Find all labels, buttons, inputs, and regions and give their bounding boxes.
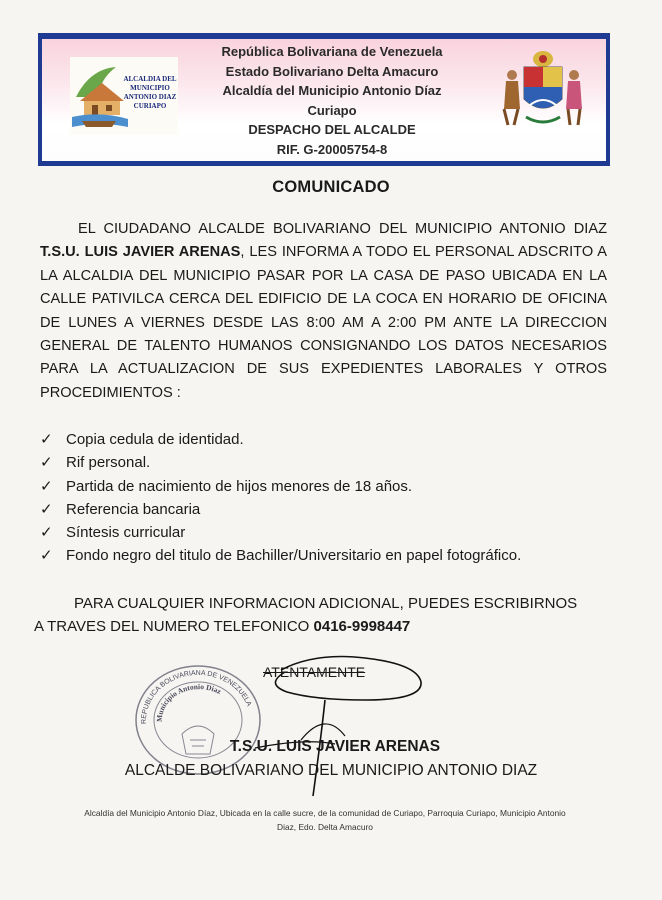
footer-address — [30, 806, 620, 834]
list-item-label: Rif personal. — [66, 454, 151, 472]
closing-salutation: ATENTAMENTE — [263, 664, 366, 680]
list-item-label: Fondo negro del titulo de Bachiller/Universitario en papel fotográfico. — [66, 547, 522, 565]
header-line: Curiapo — [307, 102, 357, 118]
list-item — [40, 544, 620, 567]
contact-info — [34, 592, 614, 638]
letterhead — [38, 33, 610, 166]
svg-text:ANTONIO DIAZ: ANTONIO DIAZ — [123, 93, 177, 101]
list-item — [40, 428, 620, 451]
requirements-list — [40, 428, 620, 568]
list-item — [40, 498, 620, 521]
letterhead-text — [192, 42, 472, 159]
signer-title: ALCALDE BOLIVARIANO DEL MUNICIPIO ANTONIO DIAZ — [124, 762, 538, 779]
svg-text:MUNICIPIO: MUNICIPIO — [130, 84, 170, 92]
body-paragraph — [40, 218, 607, 405]
check-icon: ✓ — [40, 524, 53, 542]
header-line: Alcaldía del Municipio Antonio Díaz — [222, 83, 442, 98]
list-item-label: Copia cedula de identidad. — [66, 431, 244, 448]
contact-line-prefix: A TRAVES DEL NUMERO TELEFONICO — [34, 618, 314, 635]
list-item — [40, 521, 620, 544]
body-text-rest: , LES INFORMA A TODO EL PERSONAL ADSCRITO A LA ALCALDIA DEL MUNICIPIO PASAR POR LA CASA DE PASO UBICADA EN LA CALLE PATIVILCA CERCA DEL EDIFICIO DE LA COCA EN HORARIO DE OFICINA DE LUNES A VIERNES DESDE LAS 8:00 AM A 2:00 PM ANTE LA DIRECCION GENERAL DE TALENTO HUMANOS CONSIGNANDO LOS DATOS NECESARIOS PARA LA ACTUALIZACION DE SUS EXPEDIENTES LABORALES Y OTROS PROCEDIMIENTOS : — [40, 244, 608, 401]
header-line: República Bolivariana de Venezuela — [221, 44, 443, 59]
header-line: Estado Bolivariano Delta Amacuro — [225, 63, 439, 79]
document-title: COMUNICADO — [272, 178, 390, 196]
body-text-start: EL CIUDADANO ALCALDE BOLIVARIANO DEL MUNICIPIO ANTONIO DIAZ — [78, 221, 607, 237]
svg-text:Municipio Antonio Diaz: Municipio Antonio Diaz — [154, 682, 223, 723]
footer-line: Alcaldía del Municipio Antonio Díaz, Ubicada en la calle sucre, de la comunidad de Curiapo, Parroquia Curiapo, Municipio Antonio — [84, 808, 566, 818]
alcaldia-logo — [70, 57, 178, 135]
header-line: RIF. G-20005754-8 — [276, 141, 388, 157]
svg-text:ALCALDIA DEL: ALCALDIA DEL — [123, 75, 177, 83]
check-icon: ✓ — [40, 431, 53, 448]
list-item — [40, 451, 620, 474]
list-item — [40, 475, 620, 498]
check-icon: ✓ — [40, 454, 53, 472]
list-item-label: Referencia bancaria — [66, 500, 201, 518]
list-item-label: Síntesis curricular — [66, 524, 186, 542]
signer-name — [0, 738, 662, 756]
signer-name-text: T.S.U. LUIS JAVIER ARENAS — [229, 738, 441, 755]
check-icon: ✓ — [40, 547, 53, 565]
check-icon: ✓ — [40, 500, 53, 518]
contact-line — [34, 615, 614, 638]
list-item-label: Partida de nacimiento de hijos menores de 18 años. — [66, 477, 413, 495]
coat-of-arms-icon — [498, 47, 588, 135]
svg-text:REPUBLICA BOLIVARIANA DE VENEZ: REPUBLICA BOLIVARIANA DE VENEZUELA — [140, 669, 253, 725]
contact-line: PARA CUALQUIER INFORMACION ADICIONAL, PUEDES ESCRIBIRNOS — [74, 595, 578, 612]
phone-number: 0416-9998447 — [313, 618, 411, 635]
header-line: DESPACHO DEL ALCALDE — [248, 122, 416, 137]
svg-text:CURIAPO: CURIAPO — [133, 102, 167, 110]
footer-line: Diaz, Edo. Delta Amacuro — [277, 822, 373, 832]
check-icon: ✓ — [40, 477, 53, 495]
mayor-name: T.S.U. LUIS JAVIER ARENAS — [40, 244, 241, 261]
